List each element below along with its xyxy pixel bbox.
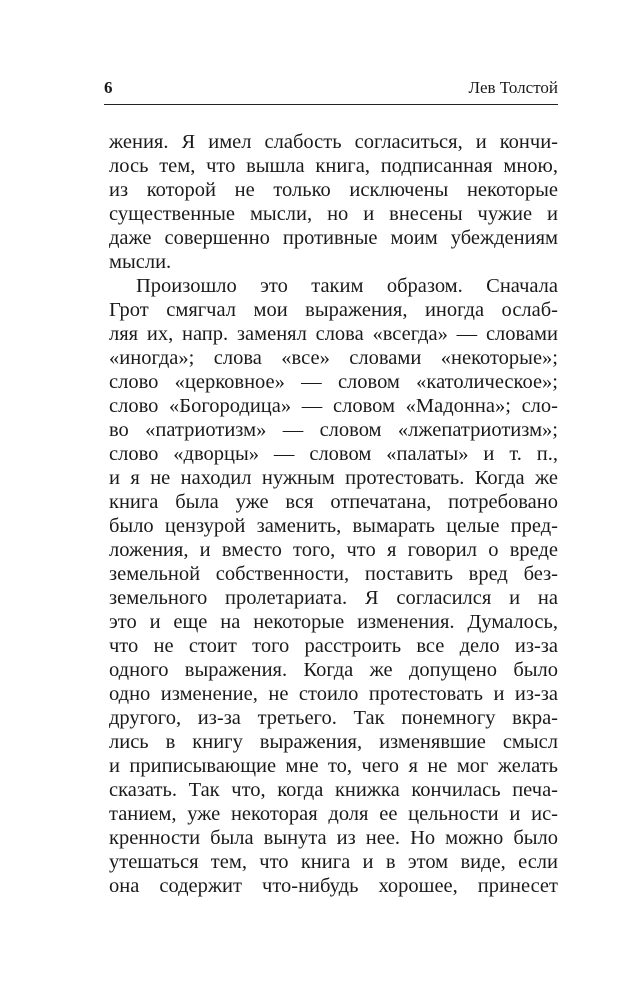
text-line: одного выражения. Когда же допущено было	[109, 659, 558, 681]
body-text	[109, 130, 558, 898]
text-line: ложения, и вместо того, что я говорил о вреде	[109, 539, 558, 561]
text-line: кренности была вынута из нее. Но можно было	[109, 827, 558, 849]
text-line: во «патриотизм» — словом «лжепатриотизм»;	[109, 419, 558, 441]
text-line: это и еще на некоторые изменения. Думалось,	[109, 611, 558, 633]
text-line: одно изменение, не стоило протестовать и из-за	[109, 683, 558, 705]
text-line: танием, уже некоторая доля ее цельности и ис-	[109, 803, 558, 825]
text-line: земельного пролетариата. Я согласился и на	[109, 587, 558, 609]
text-line: ляя их, напр. заменял слова «всегда» — словами	[109, 323, 558, 345]
text-line: из которой не только исключены некоторые	[109, 179, 558, 201]
page-number: 6	[104, 78, 113, 97]
text-line: сказать. Так что, когда книжка кончилась печа-	[109, 779, 558, 801]
text-line: даже совершенно противные моим убеждениям	[109, 227, 558, 249]
text-line: книга была уже вся отпечатана, потребовано	[109, 491, 558, 513]
text-line: жения. Я имел слабость согласиться, и кончи-	[109, 131, 558, 153]
text-line: и я не находил нужным протестовать. Когда же	[109, 467, 558, 489]
text-line: Произошло это таким образом. Сначала	[136, 275, 558, 297]
text-line: другого, из-за третьего. Так понемногу вкра-	[109, 707, 558, 729]
text-line: слово «церковное» — словом «католическое»;	[109, 371, 558, 393]
text-line: и приписывающие мне то, чего я не мог желать	[109, 755, 558, 777]
text-line: она содержит что-нибудь хорошее, принесет	[109, 875, 558, 897]
text-line: мысли.	[109, 251, 172, 273]
text-line: «иногда»; слова «все» словами «некоторые»;	[109, 347, 558, 369]
text-line: земельной собственности, поставить вред без-	[109, 563, 558, 585]
text-line: лось тем, что вышла книга, подписанная мною,	[109, 155, 558, 177]
running-title: Лев Толстой	[468, 78, 558, 97]
text-line: утешаться тем, что книга и в этом виде, если	[109, 851, 558, 873]
text-line: слово «дворцы» — словом «палаты» и т. п.,	[109, 443, 558, 465]
running-header	[104, 74, 558, 105]
text-line: лись в книгу выражения, изменявшие смысл	[109, 731, 558, 753]
text-line: существенные мысли, но и внесены чужие и	[109, 203, 558, 225]
text-line: что не стоит того расстроить все дело из-за	[109, 635, 558, 657]
text-line: Грот смягчал мои выражения, иногда ослаб-	[109, 299, 558, 321]
text-line: было цензурой заменить, вымарать целые пред-	[109, 515, 558, 537]
text-line: слово «Богородица» — словом «Мадонна»; сло-	[109, 395, 558, 417]
